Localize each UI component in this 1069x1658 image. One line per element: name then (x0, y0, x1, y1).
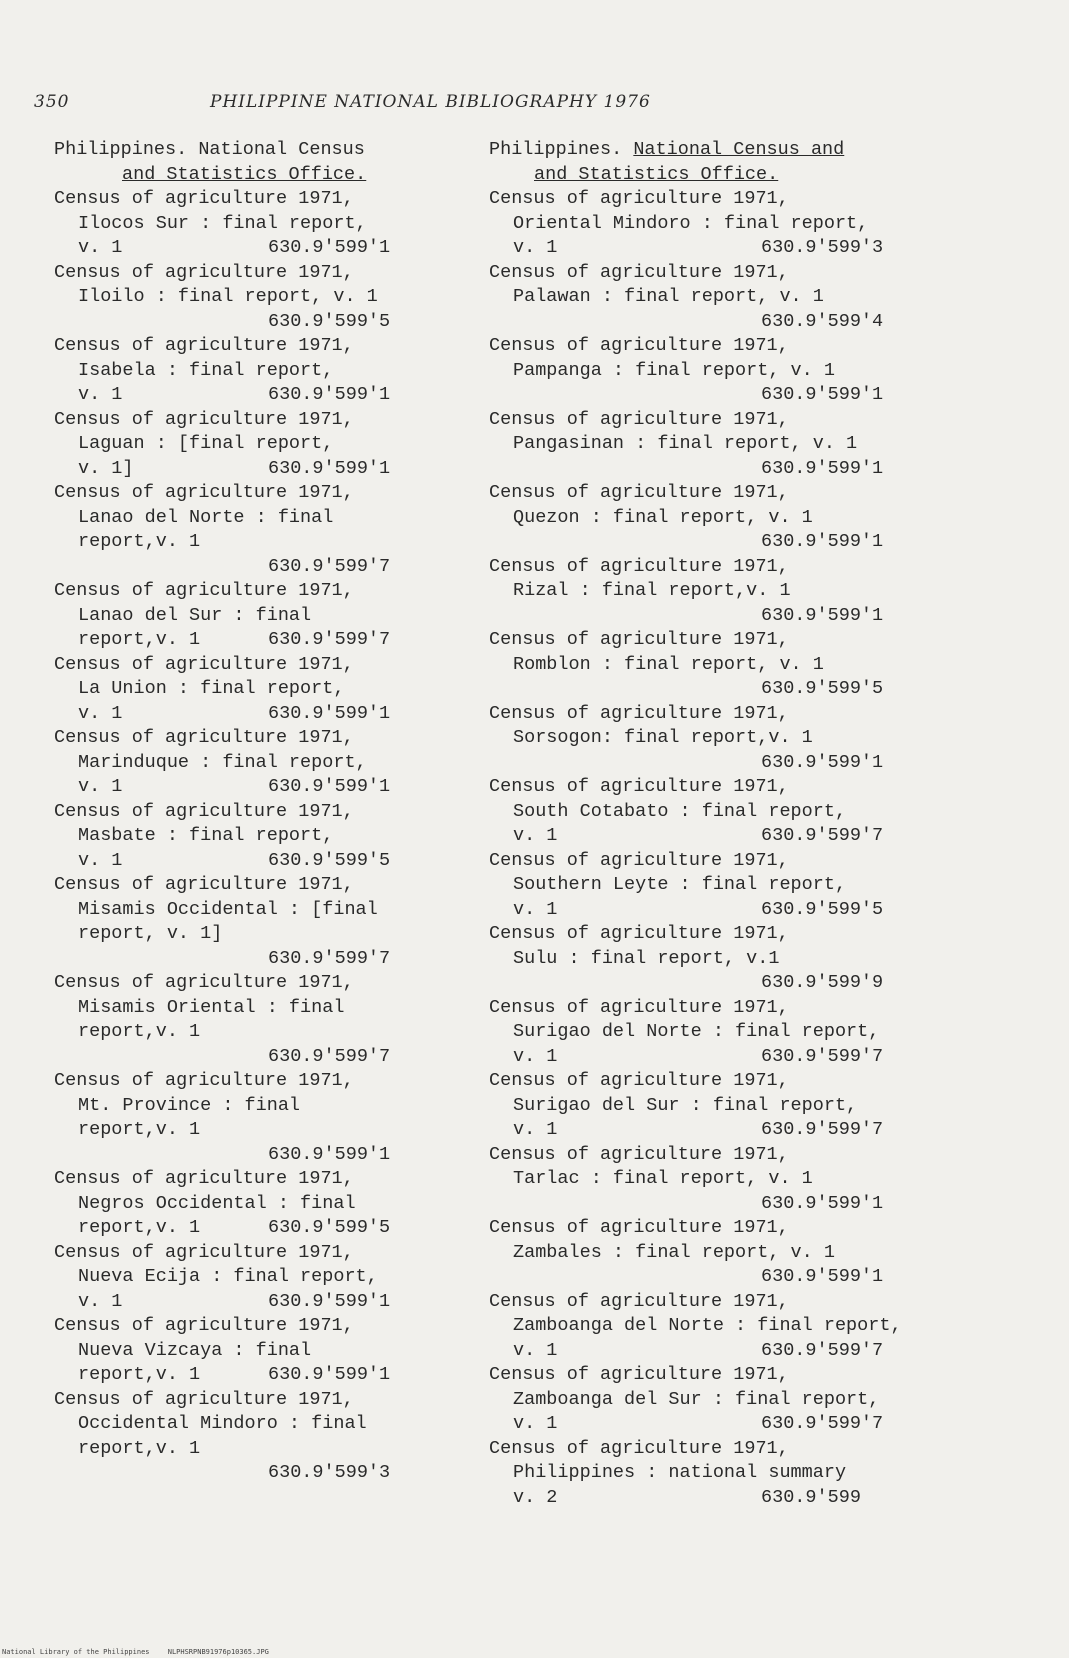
bibliography-entry (54, 873, 514, 971)
page-number: 350 (34, 92, 70, 112)
entry-volume-row (54, 236, 514, 261)
entry-volume: v. 1 (513, 237, 558, 258)
entry-title: Census of agriculture 1971, (54, 188, 354, 209)
bibliography-entry (489, 261, 949, 335)
right-heading-prefix: Philippines. (489, 139, 634, 160)
entry-volume: v. 1 (513, 898, 558, 920)
entry-title: Census of agriculture 1971, (489, 1217, 789, 1238)
bibliography-entry (489, 702, 949, 776)
entry-volume: v. 1 (513, 1119, 558, 1140)
call-number: 630.9'599'7 (761, 1413, 884, 1434)
bibliography-entry (54, 726, 514, 800)
bibliography-entry (54, 408, 514, 482)
entry-volume-row (54, 702, 514, 727)
entry-title: Census of agriculture 1971, (489, 261, 789, 283)
entry-volume-row (54, 1363, 514, 1388)
bibliography-entry (489, 1069, 949, 1143)
call-number: 630.9'599'1 (761, 384, 884, 405)
entry-subtitle-line: Pampanga : final report, v. 1 (513, 359, 835, 381)
right-heading-underlined: National Census and (633, 139, 845, 160)
call-number: 630.9'599'5 (761, 898, 884, 920)
entry-volume: v. 1 (513, 1339, 558, 1361)
bibliography-entry (489, 1290, 949, 1364)
left-entry-list (54, 187, 514, 1486)
entry-subtitle-line: Sulu : final report, v.1 (513, 947, 780, 969)
call-number: 630.9'599'7 (761, 1119, 884, 1140)
entry-volume-row (54, 849, 514, 874)
bibliography-entry (54, 800, 514, 874)
entry-title: Census of agriculture 1971, (54, 408, 354, 430)
bibliography-entry (54, 481, 514, 579)
entry-subtitle-line: Oriental Mindoro : final report, (513, 212, 869, 234)
entry-volume: v. 1 (78, 849, 123, 871)
entry-title: Census of agriculture 1971, (489, 849, 789, 871)
entry-title: Census of agriculture 1971, (54, 653, 354, 675)
bibliography-entry (54, 1241, 514, 1315)
left-heading-line-1: Philippines. National Census (54, 139, 365, 160)
entry-volume-row (54, 628, 514, 653)
bibliography-entry (54, 579, 514, 653)
entry-title: Census of agriculture 1971, (489, 996, 789, 1018)
entry-subtitle-line: report,v. 1 (78, 1021, 201, 1042)
entry-title: Census of agriculture 1971, (489, 1143, 789, 1165)
bibliography-entry (489, 1363, 949, 1437)
entry-title: Census of agriculture 1971, (54, 972, 354, 993)
entry-subtitle-line: Zamboanga del Sur : final report, (513, 1388, 880, 1410)
entry-title: Census of agriculture 1971, (489, 1364, 789, 1385)
entry-subtitle-line: report,v. 1 (78, 1437, 201, 1459)
call-number: 630.9'599'1 (761, 1266, 884, 1287)
entry-subtitle-line: Tarlac : final report, v. 1 (513, 1168, 813, 1189)
entry-volume-row (489, 824, 949, 849)
call-number: 630.9'599'5 (761, 678, 884, 699)
call-number: 630.9'599'1 (761, 531, 884, 552)
left-column (54, 138, 514, 1486)
entry-volume-row (54, 775, 514, 800)
entry-subtitle-line: Lanao del Norte : final (78, 506, 334, 528)
entry-title: Census of agriculture 1971, (489, 702, 789, 724)
call-number: 630.9'599'7 (761, 1339, 884, 1361)
bibliography-entry (489, 555, 949, 629)
entry-subtitle-line: Isabela : final report, (78, 359, 334, 381)
entry-volume: report,v. 1 (78, 1217, 201, 1238)
bibliography-entry (54, 653, 514, 727)
entry-subtitle-line: South Cotabato : final report, (513, 800, 847, 822)
call-number: 630.9'599'7 (268, 1045, 391, 1067)
call-number: 630.9'599'3 (761, 237, 884, 258)
entry-volume-row (489, 1045, 949, 1070)
entry-title: Census of agriculture 1971, (54, 335, 354, 356)
entry-volume: v. 1 (78, 384, 123, 405)
right-heading-line-1 (489, 138, 949, 163)
entry-title: Census of agriculture 1971, (489, 408, 789, 430)
bibliography-entry (54, 261, 514, 335)
entry-volume: v. 1 (78, 776, 123, 797)
entry-volume-row (54, 383, 514, 408)
bibliography-entry (489, 996, 949, 1070)
call-number: 630.9'599'1 (761, 457, 884, 479)
bibliography-entry (489, 334, 949, 408)
entry-volume: v. 1 (513, 825, 558, 846)
call-number: 630.9'599'1 (761, 604, 884, 626)
entry-volume-row (489, 236, 949, 261)
call-number: 630.9'599'3 (268, 1462, 391, 1483)
entry-volume: v. 1 (513, 1413, 558, 1434)
entry-title: Census of agriculture 1971, (489, 629, 789, 650)
left-heading-line-2-text: and Statistics Office. (122, 163, 367, 185)
entry-volume-row (54, 457, 514, 482)
entry-subtitle-line: Misamis Oriental : final (78, 996, 345, 1018)
bibliography-entry (489, 408, 949, 482)
call-number: 630.9'599'4 (761, 310, 884, 332)
entry-title: Census of agriculture 1971, (54, 482, 354, 503)
call-number: 630.9'599'1 (268, 1290, 391, 1312)
entry-volume-row (489, 1412, 949, 1437)
entry-subtitle-line: Surigao del Sur : final report, (513, 1094, 858, 1116)
call-number: 630.9'599'5 (268, 310, 391, 332)
entry-volume: v. 2 (513, 1486, 558, 1508)
right-entry-list (489, 187, 949, 1510)
entry-subtitle-line: Surigao del Norte : final report, (513, 1021, 880, 1042)
entry-subtitle-line: report,v. 1 (78, 1119, 201, 1140)
call-number: 630.9'599'5 (268, 849, 391, 871)
call-number: 630.9'599'1 (268, 776, 391, 797)
entry-title: Census of agriculture 1971, (54, 261, 354, 283)
bibliography-entry (54, 1069, 514, 1167)
bibliography-entry (54, 187, 514, 261)
entry-subtitle-line: Misamis Occidental : [final (78, 898, 378, 920)
bibliography-entry (489, 922, 949, 996)
entry-volume-row (489, 898, 949, 923)
entry-title: Census of agriculture 1971, (489, 1070, 789, 1091)
entry-title: Census of agriculture 1971, (54, 1315, 354, 1336)
bibliography-entry (54, 1314, 514, 1388)
entry-subtitle-line: Southern Leyte : final report, (513, 874, 847, 895)
entry-subtitle-line: Ilocos Sur : final report, (78, 212, 367, 234)
entry-volume: v. 1 (78, 237, 123, 258)
left-heading-line-2 (54, 163, 514, 188)
scan-footer (2, 1648, 283, 1656)
bibliography-entry (489, 1143, 949, 1217)
entry-title: Census of agriculture 1971, (489, 1290, 789, 1312)
entry-volume-row (489, 1486, 949, 1511)
right-heading-line-2 (489, 163, 949, 188)
entry-title: Census of agriculture 1971, (54, 800, 354, 822)
entry-volume: v. 1 (78, 702, 123, 724)
entry-title: Census of agriculture 1971, (54, 874, 354, 895)
call-number: 630.9'599'9 (761, 972, 884, 993)
entry-title: Census of agriculture 1971, (489, 188, 789, 209)
entry-title: Census of agriculture 1971, (489, 555, 789, 577)
entry-subtitle-line: Marinduque : final report, (78, 751, 367, 773)
entry-subtitle-line: Zambales : final report, v. 1 (513, 1241, 835, 1263)
entry-title: Census of agriculture 1971, (54, 1388, 354, 1410)
entry-volume-row (54, 1216, 514, 1241)
entry-title: Census of agriculture 1971, (489, 482, 789, 503)
call-number: 630.9'599'1 (268, 457, 391, 479)
call-number: 630.9'599 (761, 1486, 861, 1508)
entry-title: Census of agriculture 1971, (489, 776, 789, 797)
bibliography-entry (54, 1388, 514, 1486)
entry-volume-row (489, 1118, 949, 1143)
entry-subtitle-line: Nueva Vizcaya : final (78, 1339, 312, 1361)
entry-subtitle-line: Masbate : final report, (78, 825, 334, 846)
entry-subtitle-line: Negros Occidental : final (78, 1192, 356, 1214)
call-number: 630.9'599'1 (268, 1143, 391, 1165)
bibliography-entry (489, 849, 949, 923)
right-heading-line-2-text: and Statistics Office. (534, 163, 779, 185)
bibliography-entry (489, 1437, 949, 1511)
footer-library: National Library of the Philippines (2, 1648, 150, 1656)
bibliography-entry (489, 1216, 949, 1290)
entry-title: Census of agriculture 1971, (54, 1070, 354, 1091)
entry-title: Census of agriculture 1971, (489, 923, 789, 944)
call-number: 630.9'599'1 (268, 237, 391, 258)
entry-volume-row (489, 1339, 949, 1364)
entry-title: Census of agriculture 1971, (54, 1241, 354, 1263)
entry-subtitle-line: Laguan : [final report, (78, 433, 334, 454)
call-number: 630.9'599'1 (268, 1364, 391, 1385)
bibliography-entry (489, 481, 949, 555)
entry-title: Census of agriculture 1971, (54, 1168, 354, 1189)
entry-subtitle-line: Lanao del Sur : final (78, 604, 312, 626)
entry-volume: v. 1] (78, 457, 134, 479)
call-number: 630.9'599'1 (268, 384, 391, 405)
entry-subtitle-line: Nueva Ecija : final report, (78, 1266, 378, 1287)
call-number: 630.9'599'1 (268, 702, 391, 724)
entry-volume: v. 1 (78, 1290, 123, 1312)
entry-subtitle-line: Philippines : national summary (513, 1462, 847, 1483)
entry-volume: report,v. 1 (78, 629, 201, 650)
bibliography-entry (489, 775, 949, 849)
entry-subtitle-line: Pangasinan : final report, v. 1 (513, 433, 858, 454)
entry-subtitle-line: Romblon : final report, v. 1 (513, 653, 824, 675)
call-number: 630.9'599'5 (268, 1217, 391, 1238)
entry-subtitle-line: Mt. Province : final (78, 1094, 301, 1116)
call-number: 630.9'599'7 (268, 555, 391, 577)
entry-subtitle-line: Quezon : final report, v. 1 (513, 506, 813, 528)
footer-filename: NLPHSRPNB91976p10365.JPG (167, 1648, 269, 1656)
call-number: 630.9'599'1 (761, 1192, 884, 1214)
entry-volume: v. 1 (513, 1045, 558, 1067)
call-number: 630.9'599'7 (268, 629, 391, 650)
running-title: PHILIPPINE NATIONAL BIBLIOGRAPHY 1976 (210, 92, 651, 112)
entry-title: Census of agriculture 1971, (489, 335, 789, 356)
call-number: 630.9'599'7 (761, 1045, 884, 1067)
bibliography-entry (489, 628, 949, 702)
bibliography-entry (54, 334, 514, 408)
bibliography-entry (54, 1167, 514, 1241)
entry-subtitle-line: Palawan : final report, v. 1 (513, 286, 824, 307)
bibliography-entry (489, 187, 949, 261)
right-column (489, 138, 949, 1510)
entry-subtitle-line: report, v. 1] (78, 923, 223, 944)
entry-volume: report,v. 1 (78, 1364, 201, 1385)
entry-subtitle-line: report,v. 1 (78, 531, 201, 552)
entry-volume-row (54, 1290, 514, 1315)
entry-subtitle-line: Rizal : final report,v. 1 (513, 580, 791, 601)
entry-subtitle-line: La Union : final report, (78, 678, 345, 699)
entry-subtitle-line: Sorsogon: final report,v. 1 (513, 727, 813, 748)
entry-title: Census of agriculture 1971, (489, 1437, 789, 1459)
entry-title: Census of agriculture 1971, (54, 580, 354, 601)
entry-subtitle-line: Zamboanga del Norte : final report, (513, 1315, 902, 1336)
entry-title: Census of agriculture 1971, (54, 727, 354, 748)
entry-subtitle-line: Occidental Mindoro : final (78, 1413, 367, 1434)
call-number: 630.9'599'7 (268, 947, 391, 969)
bibliography-entry (54, 971, 514, 1069)
call-number: 630.9'599'7 (761, 825, 884, 846)
entry-subtitle-line: Iloilo : final report, v. 1 (78, 286, 378, 307)
call-number: 630.9'599'1 (761, 751, 884, 773)
